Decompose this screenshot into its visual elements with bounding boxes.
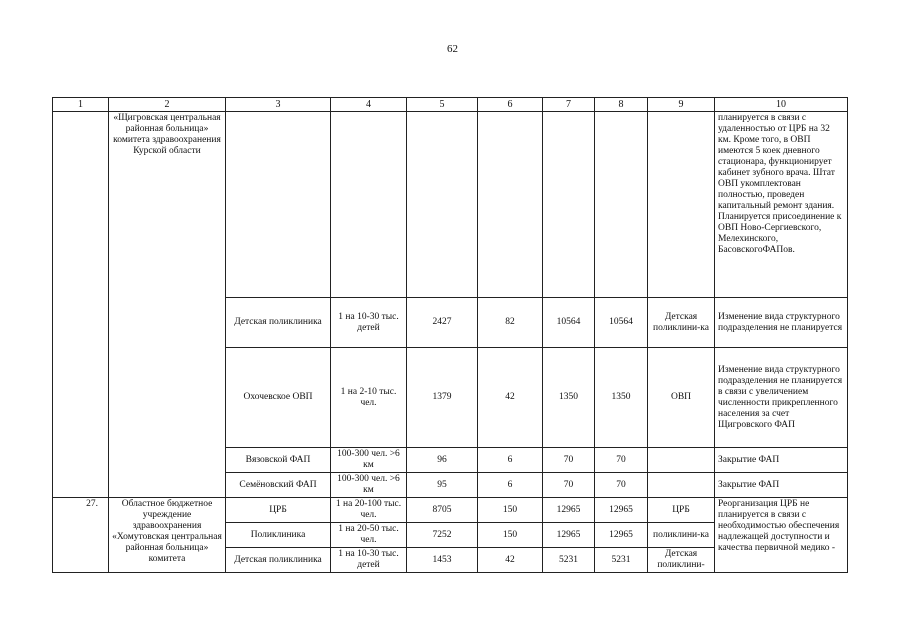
value-cell: 1379: [407, 348, 478, 448]
table-cell: [331, 112, 407, 298]
table-cell: [226, 112, 331, 298]
value-cell: 12965: [595, 523, 648, 548]
value-cell: 6: [478, 473, 543, 498]
type-cell: ЦРБ: [648, 498, 715, 523]
facility-cell: Поликлиника: [226, 523, 331, 548]
note-cell: планируется в связи с удаленностью от ЦРБ на 32 км. Кроме того, в ОВП имеются 5 коек дневного стационара, функционирует кабинет зубного врача. Штат ОВП укомплектован полностью, проведен капитальный ремонт здания. Планируется присоединение к ОВП Ново-Сергиевского, Мелехинского, БасовскогоФАПов.: [715, 112, 848, 298]
type-cell: [648, 448, 715, 473]
value-cell: 150: [478, 523, 543, 548]
value-cell: 1350: [543, 348, 595, 448]
table-row: [53, 112, 848, 298]
value-cell: 5231: [595, 548, 648, 573]
col-header: 5: [407, 98, 478, 112]
note-cell: Изменение вида структурного подразделения не планируется: [715, 298, 848, 348]
value-cell: 10564: [543, 298, 595, 348]
note-cell: Закрытие ФАП: [715, 448, 848, 473]
value-cell: 150: [478, 498, 543, 523]
col-header: 10: [715, 98, 848, 112]
table-row: [53, 498, 848, 523]
norm-cell: 1 на 20-50 тыс. чел.: [331, 523, 407, 548]
value-cell: 42: [478, 548, 543, 573]
table-cell: [543, 112, 595, 298]
value-cell: 8705: [407, 498, 478, 523]
col-header: 2: [109, 98, 226, 112]
type-cell: ОВП: [648, 348, 715, 448]
note-cell: Изменение вида структурного подразделения не планируется в связи с увеличением численности прикрепленного населения за счет Щигровского ФАП: [715, 348, 848, 448]
norm-cell: 1 на 10-30 тыс. детей: [331, 298, 407, 348]
norm-cell: 1 на 2-10 тыс. чел.: [331, 348, 407, 448]
col-header: 9: [648, 98, 715, 112]
value-cell: 10564: [595, 298, 648, 348]
type-cell: [648, 473, 715, 498]
col-header: 3: [226, 98, 331, 112]
note-cell: Закрытие ФАП: [715, 473, 848, 498]
facility-cell: Детская поликлиника: [226, 548, 331, 573]
table-cell: [478, 112, 543, 298]
col-header: 8: [595, 98, 648, 112]
facility-cell: ЦРБ: [226, 498, 331, 523]
note-cell: Реорганизация ЦРБ не планируется в связи с необходимостью обеспечения надлежащей доступности и качества первичной медико -: [715, 498, 848, 573]
value-cell: 1453: [407, 548, 478, 573]
type-cell: поликлини-ка: [648, 523, 715, 548]
value-cell: 12965: [543, 523, 595, 548]
value-cell: 5231: [543, 548, 595, 573]
col-header: 6: [478, 98, 543, 112]
norm-cell: 100-300 чел. >6 км: [331, 448, 407, 473]
value-cell: 95: [407, 473, 478, 498]
facility-cell: Семёновский ФАП: [226, 473, 331, 498]
value-cell: 42: [478, 348, 543, 448]
table-cell: [595, 112, 648, 298]
row-number-cell: 27.: [53, 498, 109, 573]
norm-cell: 100-300 чел. >6 км: [331, 473, 407, 498]
col-header: 1: [53, 98, 109, 112]
value-cell: 70: [543, 473, 595, 498]
value-cell: 1350: [595, 348, 648, 448]
table-cell: [648, 112, 715, 298]
facilities-table: [52, 97, 848, 573]
facility-cell: Охочевское ОВП: [226, 348, 331, 448]
value-cell: 7252: [407, 523, 478, 548]
value-cell: 96: [407, 448, 478, 473]
organization-cell: Областное бюджетное учреждение здравоохранения «Хомутовская центральная районная больница» комитета: [109, 498, 226, 573]
value-cell: 12965: [595, 498, 648, 523]
type-cell: Детская поликлини-: [648, 548, 715, 573]
value-cell: 12965: [543, 498, 595, 523]
page-number: 62: [447, 43, 458, 55]
row-number-cell: [53, 112, 109, 498]
type-cell: Детская поликлини-ка: [648, 298, 715, 348]
norm-cell: 1 на 20-100 тыс. чел.: [331, 498, 407, 523]
value-cell: 2427: [407, 298, 478, 348]
facility-cell: Вязовской ФАП: [226, 448, 331, 473]
header-row: [53, 98, 848, 112]
value-cell: 6: [478, 448, 543, 473]
norm-cell: 1 на 10-30 тыс. детей: [331, 548, 407, 573]
value-cell: 82: [478, 298, 543, 348]
value-cell: 70: [595, 473, 648, 498]
organization-cell: «Щигровская центральная районная больница» комитета здравоохранения Курской области: [109, 112, 226, 498]
facility-cell: Детская поликлиника: [226, 298, 331, 348]
value-cell: 70: [595, 448, 648, 473]
value-cell: 70: [543, 448, 595, 473]
table-cell: [407, 112, 478, 298]
col-header: 7: [543, 98, 595, 112]
col-header: 4: [331, 98, 407, 112]
